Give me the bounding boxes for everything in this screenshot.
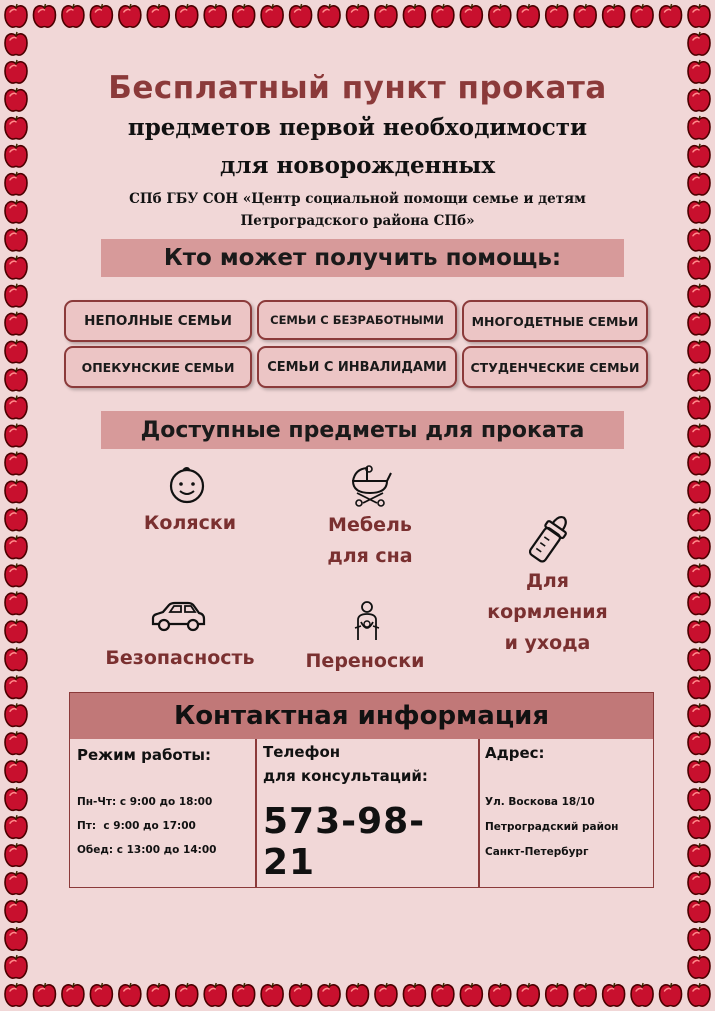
apple-border-icon — [688, 731, 710, 754]
apple-border-icon — [5, 731, 27, 754]
stroller-icon — [347, 463, 393, 507]
apple-border-icon — [5, 563, 27, 586]
apple-border-icon — [119, 4, 141, 27]
apple-border-icon — [5, 424, 27, 447]
apple-border-icon — [688, 591, 710, 614]
apple-border-icon — [318, 983, 340, 1006]
organization-line1: СПб ГБУ СОН «Центр социальной помощи семье и детям — [129, 191, 586, 207]
apple-border-icon — [5, 815, 27, 838]
apple-border-icon — [517, 983, 539, 1006]
apple-border-icon — [62, 4, 84, 27]
apple-border-icon — [5, 675, 27, 698]
chip-guardian: ОПЕКУНСКИЕ СЕМЬИ — [64, 346, 252, 388]
apple-border-icon — [688, 4, 710, 27]
chip-single-parent: НЕПОЛНЫЕ СЕМЬИ — [64, 300, 252, 342]
items-heading: Доступные предметы для проката — [140, 417, 585, 443]
apple-border-icon — [375, 4, 397, 27]
phone-column — [263, 739, 475, 887]
address-district: Петроградский район — [485, 821, 619, 833]
apple-border-icon — [147, 4, 169, 27]
apple-border-icon — [688, 507, 710, 530]
apple-border-icon — [688, 675, 710, 698]
apple-border-icon — [33, 4, 55, 27]
apple-border-icon — [688, 563, 710, 586]
subtitle-line2: для новорожденных — [219, 152, 496, 179]
apple-border-icon — [603, 983, 625, 1006]
baby-face-icon — [166, 465, 208, 505]
apple-border-icon — [5, 452, 27, 475]
apple-border-icon — [5, 340, 27, 363]
column-divider — [478, 739, 480, 887]
apple-border-icon — [347, 4, 369, 27]
hours-fri: Пт: с 9:00 до 17:00 — [77, 820, 196, 832]
apple-border-icon — [432, 4, 454, 27]
apple-border-icon — [62, 983, 84, 1006]
apple-border-icon — [5, 284, 27, 307]
apple-border-icon — [5, 871, 27, 894]
apple-border-icon — [631, 4, 653, 27]
apple-border-icon — [403, 983, 425, 1006]
apple-border-icon — [489, 4, 511, 27]
address-street: Ул. Воскова 18/10 — [485, 796, 595, 808]
item-sleep-furniture: Мебель для сна — [327, 514, 413, 567]
apple-border-icon — [5, 228, 27, 251]
apple-border-icon — [688, 955, 710, 978]
apple-border-icon — [5, 927, 27, 950]
hours-label: Режим работы: — [77, 746, 211, 764]
chip-unemployed: СЕМЬИ С БЕЗРАБОТНЫМИ — [257, 300, 457, 340]
apple-border-icon — [261, 4, 283, 27]
apple-border-icon — [5, 619, 27, 642]
apple-border-icon — [119, 983, 141, 1006]
apple-border-icon — [403, 4, 425, 27]
item-carriers: Переноски — [305, 650, 425, 672]
apple-border-icon — [5, 535, 27, 558]
apple-border-icon — [688, 619, 710, 642]
apple-border-icon — [546, 983, 568, 1006]
apple-border-icon — [688, 396, 710, 419]
apple-border-icon — [546, 4, 568, 27]
apple-border-icon — [375, 983, 397, 1006]
apple-border-icon — [147, 983, 169, 1006]
apple-border-icon — [90, 983, 112, 1006]
apple-border-icon — [90, 4, 112, 27]
apple-border-icon — [176, 983, 198, 1006]
who-heading-banner — [101, 239, 624, 277]
baby-carrier-icon — [352, 600, 382, 642]
apple-border-icon — [688, 983, 710, 1006]
apple-border-icon — [5, 955, 27, 978]
apple-border-icon — [5, 480, 27, 503]
apple-border-icon — [176, 4, 198, 27]
apple-border-icon — [660, 4, 682, 27]
apple-border-icon — [5, 759, 27, 782]
apple-border-icon — [688, 312, 710, 335]
item-strollers: Коляски — [143, 512, 237, 534]
phone-label-line2: для консультаций: — [263, 767, 428, 785]
hours-column — [77, 739, 252, 887]
apple-border-icon — [5, 368, 27, 391]
chip-disabled: СЕМЬИ С ИНВАЛИДАМИ — [257, 346, 457, 388]
apple-border-icon — [5, 703, 27, 726]
apple-border-icon — [233, 983, 255, 1006]
apple-border-icon — [204, 4, 226, 27]
chip-students: СТУДЕНЧЕСКИЕ СЕМЬИ — [462, 346, 648, 388]
apple-border-icon — [5, 787, 27, 810]
apple-border-icon — [290, 4, 312, 27]
items-heading-banner — [101, 411, 624, 449]
apple-border-icon — [688, 815, 710, 838]
apple-border-icon — [688, 703, 710, 726]
apple-border-icon — [688, 843, 710, 866]
apple-border-icon — [688, 480, 710, 503]
apple-border-icon — [5, 312, 27, 335]
apple-border-icon — [688, 452, 710, 475]
column-divider — [255, 739, 257, 887]
apple-border-icon — [688, 927, 710, 950]
apple-border-icon — [660, 983, 682, 1006]
hours-mon-thu: Пн-Чт: с 9:00 до 18:00 — [77, 796, 213, 808]
apple-border-icon — [5, 591, 27, 614]
apple-border-icon — [574, 983, 596, 1006]
apple-border-icon — [33, 983, 55, 1006]
page-title: Бесплатный пункт проката — [108, 70, 607, 106]
apple-border-icon — [688, 424, 710, 447]
apple-border-icon — [233, 4, 255, 27]
apple-border-icon — [5, 396, 27, 419]
phone-number[interactable]: 573-98-21 — [263, 801, 426, 883]
apple-border-icon — [460, 983, 482, 1006]
apple-border-icon — [688, 647, 710, 670]
baby-bottle-icon — [524, 510, 574, 568]
apple-border-icon — [688, 284, 710, 307]
apple-border-icon — [347, 983, 369, 1006]
apple-border-icon — [5, 4, 27, 27]
apple-border-icon — [460, 4, 482, 27]
organization-line2: Петроградского района СПб» — [240, 213, 475, 229]
item-safety: Безопасность — [105, 647, 255, 669]
apple-border-icon — [204, 983, 226, 1006]
apple-border-icon — [688, 228, 710, 251]
address-column — [485, 739, 653, 887]
apple-border-icon — [688, 899, 710, 922]
apple-border-icon — [5, 256, 27, 279]
phone-label-line1: Телефон — [263, 743, 341, 761]
apple-border-icon — [318, 4, 340, 27]
apple-border-icon — [688, 340, 710, 363]
subtitle-line1: предметов первой необходимости — [127, 114, 588, 141]
apple-border-icon — [517, 4, 539, 27]
apple-border-icon — [688, 787, 710, 810]
contact-section — [69, 692, 654, 888]
car-icon — [148, 600, 208, 636]
address-label: Адрес: — [485, 744, 545, 762]
chip-large-families: МНОГОДЕТНЫЕ СЕМЬИ — [462, 300, 648, 342]
apple-border-icon — [688, 871, 710, 894]
apple-border-icon — [5, 647, 27, 670]
apple-border-icon — [432, 983, 454, 1006]
who-heading: Кто может получить помощь: — [163, 245, 562, 271]
apple-border-icon — [688, 368, 710, 391]
apple-border-icon — [489, 983, 511, 1006]
apple-border-icon — [5, 899, 27, 922]
apple-border-icon — [688, 535, 710, 558]
apple-border-icon — [574, 4, 596, 27]
apple-border-icon — [631, 983, 653, 1006]
apple-border-icon — [688, 759, 710, 782]
apple-border-icon — [5, 843, 27, 866]
apple-border-icon — [5, 983, 27, 1006]
item-feeding-care: Для кормления и ухода — [487, 570, 608, 654]
hours-lunch: Обед: с 13:00 до 14:00 — [77, 844, 217, 856]
apple-border-icon — [688, 256, 710, 279]
apple-border-icon — [688, 32, 710, 55]
apple-border-icon — [603, 4, 625, 27]
apple-border-icon — [5, 507, 27, 530]
apple-border-icon — [290, 983, 312, 1006]
contact-heading: Контактная информация — [70, 693, 653, 739]
apple-border-icon — [261, 983, 283, 1006]
apple-border-icon — [5, 32, 27, 55]
address-city: Санкт-Петербург — [485, 846, 589, 858]
